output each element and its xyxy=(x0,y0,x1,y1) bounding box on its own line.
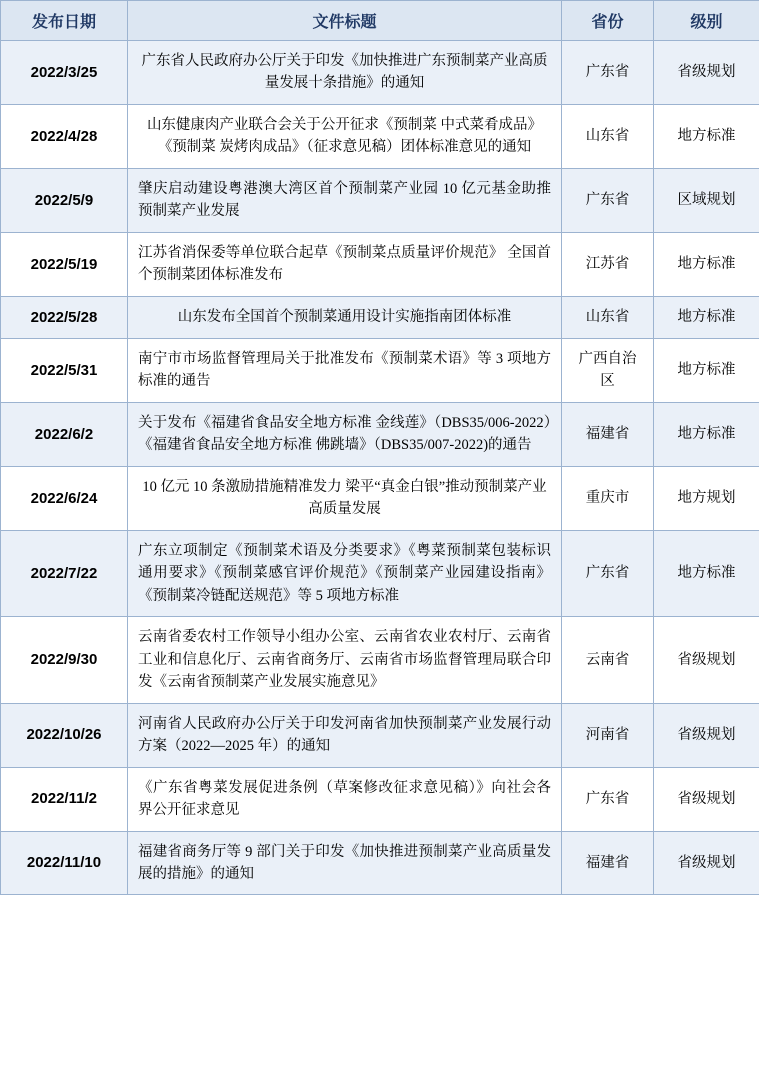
cell-publish-date: 2022/5/28 xyxy=(1,296,128,338)
cell-level: 地方规划 xyxy=(654,466,759,530)
cell-publish-date: 2022/5/9 xyxy=(1,168,128,232)
table-row xyxy=(1,296,759,338)
cell-province: 江苏省 xyxy=(562,232,654,296)
cell-province: 广东省 xyxy=(562,767,654,831)
cell-document-title: 江苏省消保委等单位联合起草《预制菜点质量评价规范》 全国首个预制菜团体标准发布 xyxy=(128,232,562,296)
cell-document-title: 山东健康肉产业联合会关于公开征求《预制菜 中式菜肴成品》《预制菜 炭烤肉成品》（征求意见稿）团体标准意见的通知 xyxy=(128,104,562,168)
table-header-row xyxy=(1,1,759,41)
cell-document-title: 南宁市市场监督管理局关于批准发布《预制菜术语》等 3 项地方标准的通告 xyxy=(128,339,562,403)
cell-level: 地方标准 xyxy=(654,402,759,466)
table-row xyxy=(1,41,759,105)
cell-province: 广西自治区 xyxy=(562,339,654,403)
cell-document-title: 云南省委农村工作领导小组办公室、云南省农业农村厅、云南省工业和信息化厅、云南省商务厅、云南省市场监督管理局联合印发《云南省预制菜产业发展实施意见》 xyxy=(128,617,562,703)
cell-publish-date: 2022/11/2 xyxy=(1,767,128,831)
table-row xyxy=(1,703,759,767)
cell-document-title: 《广东省粤菜发展促进条例（草案修改征求意见稿）》向社会各界公开征求意见 xyxy=(128,767,562,831)
cell-document-title: 广东立项制定《预制菜术语及分类要求》《粤菜预制菜包装标识通用要求》《预制菜感官评价规范》《预制菜产业园建设指南》《预制菜冷链配送规范》等 5 项地方标准 xyxy=(128,530,562,616)
cell-province: 山东省 xyxy=(562,296,654,338)
cell-publish-date: 2022/5/19 xyxy=(1,232,128,296)
cell-province: 河南省 xyxy=(562,703,654,767)
table-body xyxy=(1,41,759,895)
cell-level: 省级规划 xyxy=(654,767,759,831)
cell-publish-date: 2022/9/30 xyxy=(1,617,128,703)
cell-level: 省级规划 xyxy=(654,41,759,105)
table-row xyxy=(1,104,759,168)
table-row xyxy=(1,617,759,703)
table-row xyxy=(1,831,759,895)
column-header-title: 文件标题 xyxy=(128,1,562,41)
cell-province: 云南省 xyxy=(562,617,654,703)
table-row xyxy=(1,767,759,831)
cell-publish-date: 2022/5/31 xyxy=(1,339,128,403)
cell-level: 地方标准 xyxy=(654,296,759,338)
cell-document-title: 肇庆启动建设粤港澳大湾区首个预制菜产业园 10 亿元基金助推预制菜产业发展 xyxy=(128,168,562,232)
column-header-date: 发布日期 xyxy=(1,1,128,41)
table-row xyxy=(1,339,759,403)
cell-level: 省级规划 xyxy=(654,617,759,703)
column-header-level: 级别 xyxy=(654,1,759,41)
table-row xyxy=(1,402,759,466)
table-row xyxy=(1,168,759,232)
cell-document-title: 10 亿元 10 条激励措施精准发力 梁平“真金白银”推动预制菜产业高质量发展 xyxy=(128,466,562,530)
cell-publish-date: 2022/4/28 xyxy=(1,104,128,168)
cell-publish-date: 2022/7/22 xyxy=(1,530,128,616)
cell-document-title: 关于发布《福建省食品安全地方标准 金线莲》（DBS35/006-2022）《福建省食品安全地方标准 佛跳墙》（DBS35/007-2022)的通告 xyxy=(128,402,562,466)
cell-document-title: 河南省人民政府办公厅关于印发河南省加快预制菜产业发展行动方案（2022—2025 年）的通知 xyxy=(128,703,562,767)
table-header xyxy=(1,1,759,41)
column-header-province: 省份 xyxy=(562,1,654,41)
cell-province: 广东省 xyxy=(562,168,654,232)
cell-province: 广东省 xyxy=(562,41,654,105)
cell-publish-date: 2022/6/24 xyxy=(1,466,128,530)
cell-publish-date: 2022/6/2 xyxy=(1,402,128,466)
cell-publish-date: 2022/10/26 xyxy=(1,703,128,767)
cell-province: 重庆市 xyxy=(562,466,654,530)
cell-province: 广东省 xyxy=(562,530,654,616)
table-row xyxy=(1,530,759,616)
cell-publish-date: 2022/3/25 xyxy=(1,41,128,105)
cell-level: 地方标准 xyxy=(654,104,759,168)
cell-publish-date: 2022/11/10 xyxy=(1,831,128,895)
cell-document-title: 山东发布全国首个预制菜通用设计实施指南团体标准 xyxy=(128,296,562,338)
cell-document-title: 福建省商务厅等 9 部门关于印发《加快推进预制菜产业高质量发展的措施》的通知 xyxy=(128,831,562,895)
cell-province: 山东省 xyxy=(562,104,654,168)
table-row xyxy=(1,232,759,296)
cell-level: 省级规划 xyxy=(654,703,759,767)
cell-document-title: 广东省人民政府办公厅关于印发《加快推进广东预制菜产业高质量发展十条措施》的通知 xyxy=(128,41,562,105)
cell-level: 地方标准 xyxy=(654,232,759,296)
cell-province: 福建省 xyxy=(562,831,654,895)
cell-level: 地方标准 xyxy=(654,530,759,616)
table-row xyxy=(1,466,759,530)
cell-province: 福建省 xyxy=(562,402,654,466)
cell-level: 省级规划 xyxy=(654,831,759,895)
cell-level: 地方标准 xyxy=(654,339,759,403)
cell-level: 区域规划 xyxy=(654,168,759,232)
